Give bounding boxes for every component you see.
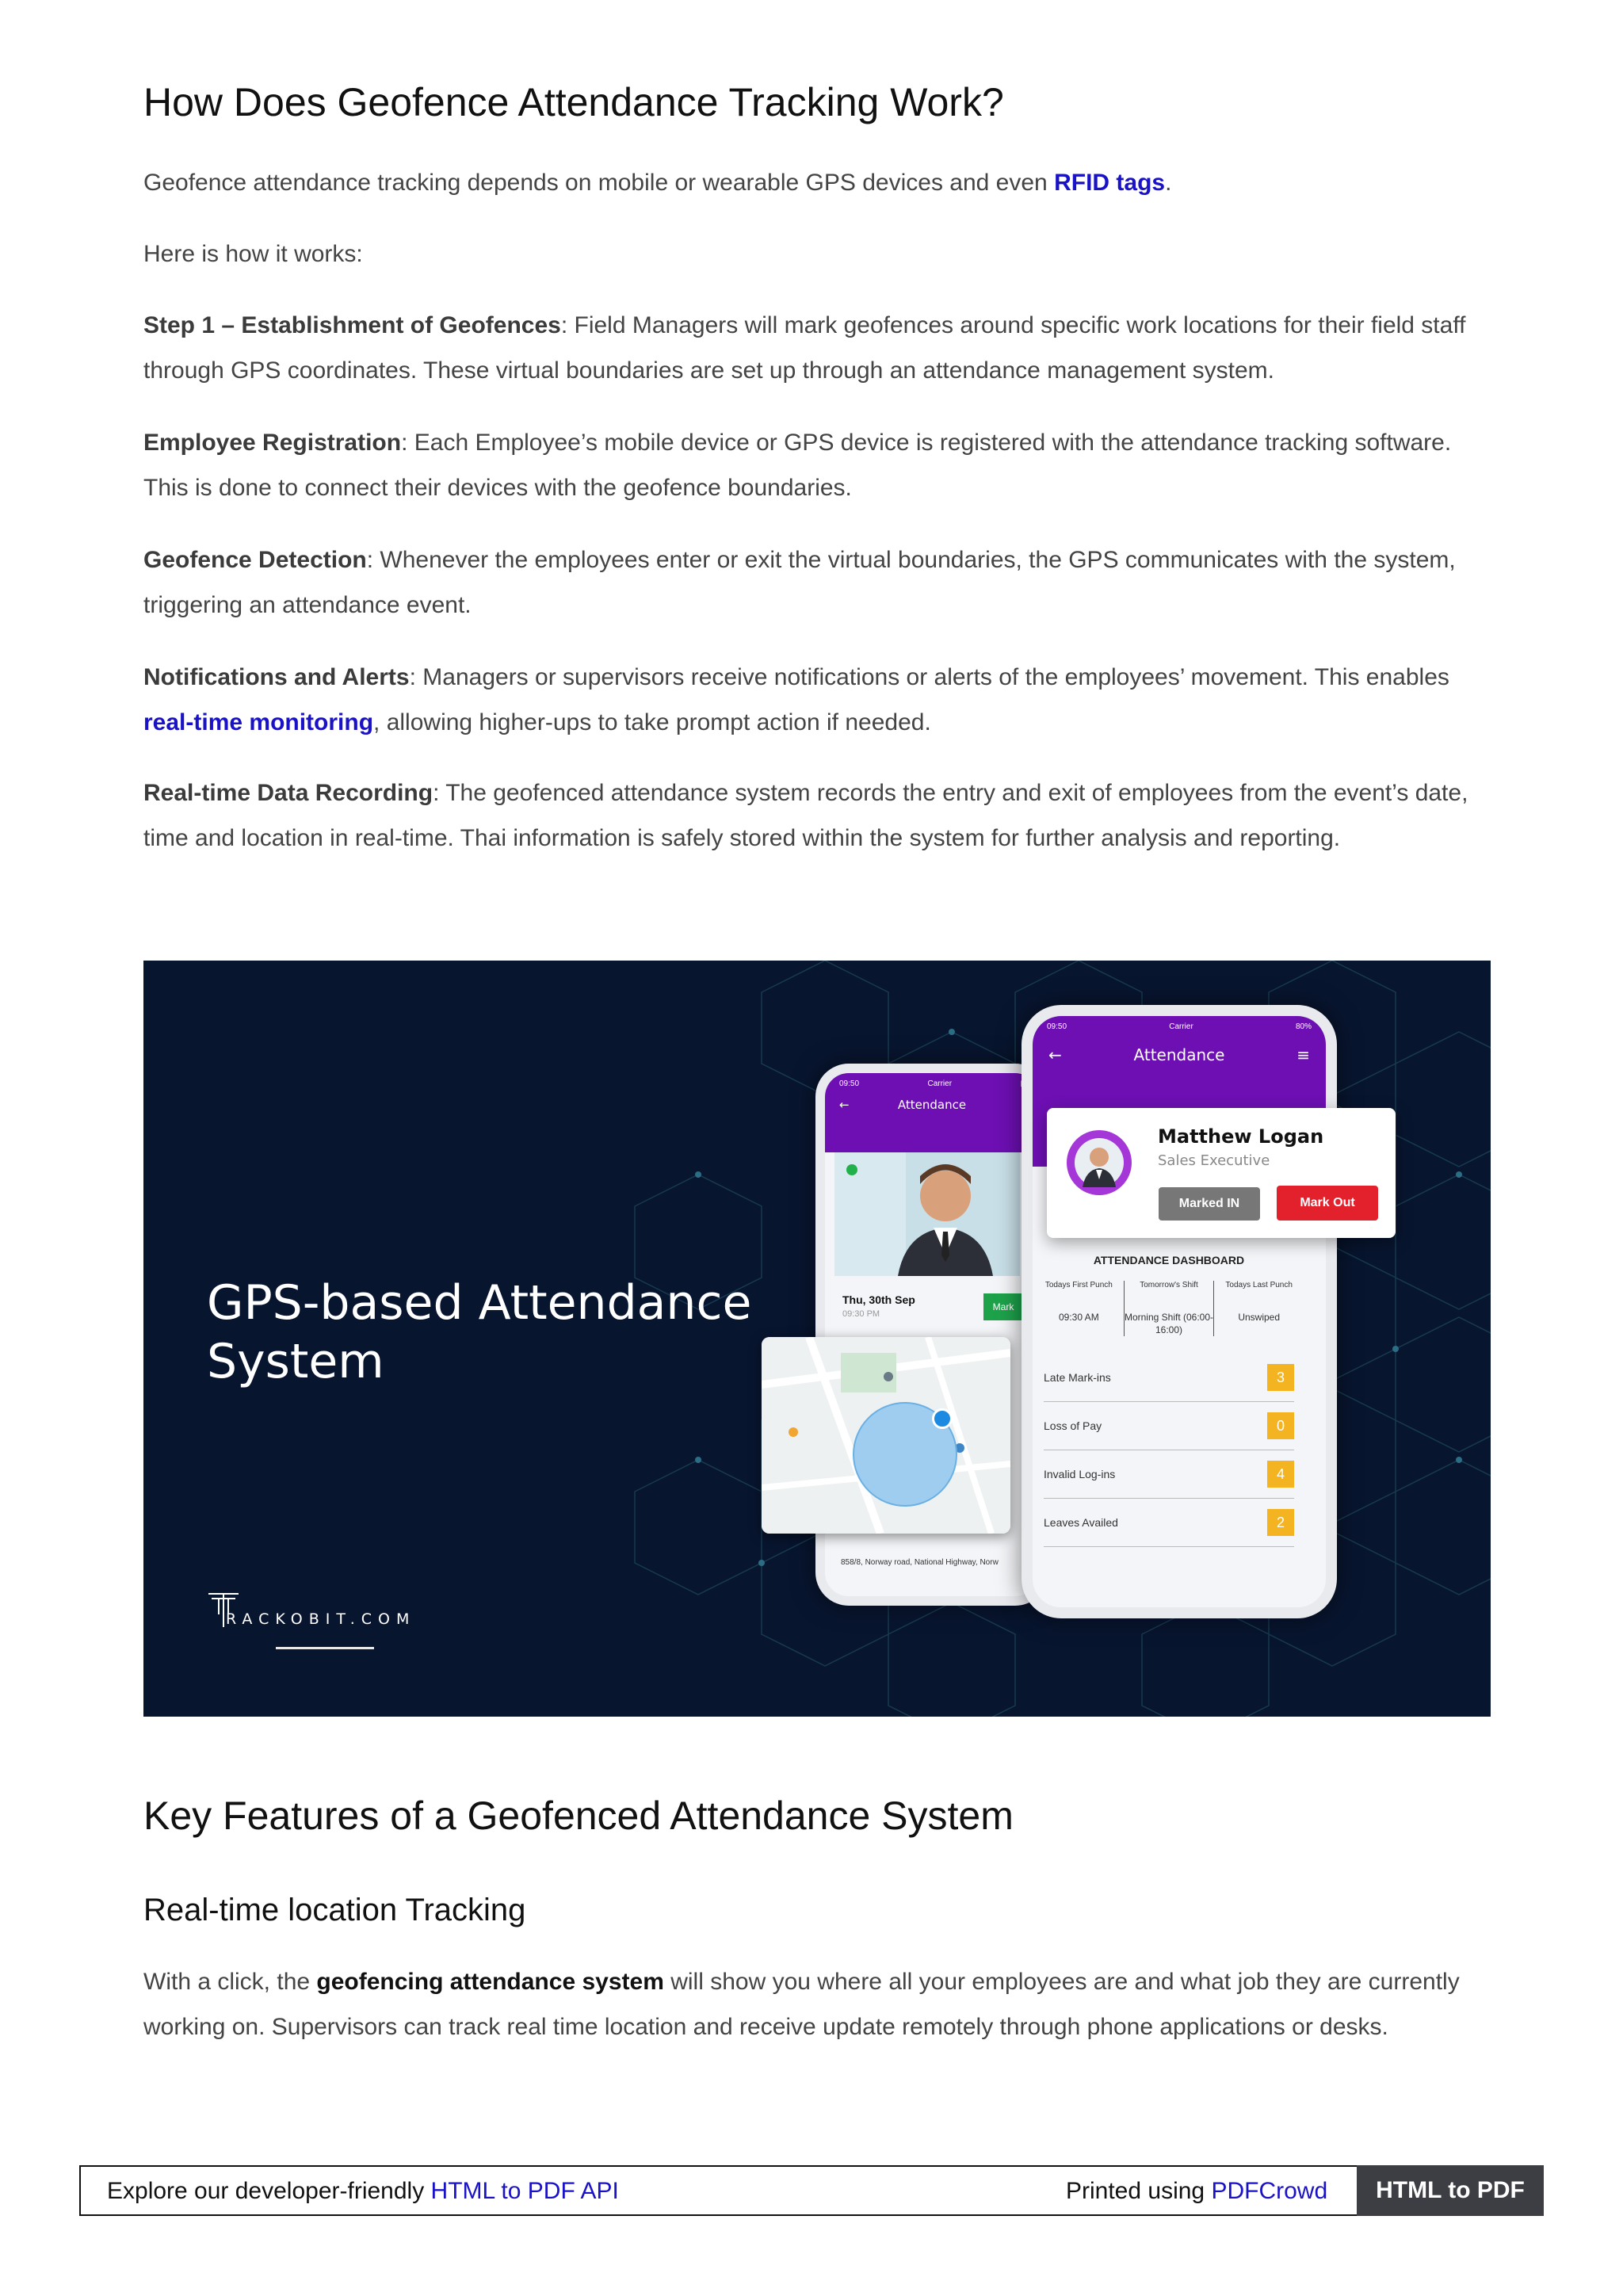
step-text: : Field Managers will mark geofences around specific work locations for their field staff through GPS coordinates. These virtual boundaries are set up through an attendance management system. xyxy=(143,312,1466,384)
step-title: Geofence Detection xyxy=(143,547,367,573)
mark-button[interactable]: Mark xyxy=(983,1293,1023,1320)
attendance-dashboard xyxy=(1034,1254,1304,1547)
row-count-badge: 2 xyxy=(1267,1509,1294,1536)
column-value: Unswiped xyxy=(1238,1312,1281,1323)
pdfcrowd-link[interactable]: PDFCrowd xyxy=(1211,2178,1328,2204)
back-screen-title: Attendance xyxy=(897,1098,967,1112)
footer-text: Printed using xyxy=(1066,2178,1212,2204)
status-time: 09:50 xyxy=(1047,1022,1067,1031)
row-count-badge: 4 xyxy=(1267,1461,1294,1488)
profile-card xyxy=(1047,1108,1396,1238)
front-screen-title: Attendance xyxy=(1133,1045,1225,1064)
step-text: : Managers or supervisors receive notifications or alerts of the employees’ movement. This enables xyxy=(409,664,1449,690)
employee-name: Matthew Logan xyxy=(1158,1125,1324,1148)
geofence-map xyxy=(762,1337,1010,1534)
step-paragraph xyxy=(143,770,1491,861)
footer-text: Explore our developer-friendly xyxy=(107,2178,431,2204)
feature-bold: geofencing attendance system xyxy=(316,1969,664,1995)
step-paragraph xyxy=(143,420,1491,510)
back-arrow-icon: ← xyxy=(1048,1045,1062,1064)
html-to-pdf-button[interactable]: HTML to PDF xyxy=(1357,2165,1544,2216)
step-paragraph xyxy=(143,655,1491,745)
column-label: Todays First Punch xyxy=(1044,1281,1113,1289)
step-title: Real-time Data Recording xyxy=(143,780,433,806)
column-value: Morning Shift (06:00-16:00) xyxy=(1124,1312,1214,1335)
menu-icon[interactable]: ≡ xyxy=(1296,1045,1310,1064)
step-text: : Each Employee’s mobile device or GPS device is registered with the attendance tracking software. This is done to connect their devices with the geofence boundaries. xyxy=(143,430,1452,501)
employee-photo-illustration xyxy=(834,1152,1020,1276)
marked-in-button[interactable]: Marked IN xyxy=(1159,1187,1260,1221)
pdfcrowd-footer xyxy=(79,2165,1544,2216)
html-to-pdf-api-link[interactable]: HTML to PDF API xyxy=(430,2178,619,2204)
step-title: Notifications and Alerts xyxy=(143,664,410,690)
mark-out-button[interactable]: Mark Out xyxy=(1277,1186,1378,1221)
location-pin-icon xyxy=(932,1408,953,1429)
row-count-badge: 3 xyxy=(1267,1364,1294,1391)
dashboard-column xyxy=(1214,1281,1304,1336)
feature-text: With a click, the xyxy=(143,1969,317,1995)
step-text: : Whenever the employees enter or exit the virtual boundaries, the GPS communicates with the system, triggering an attendance event. xyxy=(143,547,1456,618)
hero-image xyxy=(143,961,1491,1717)
dashboard-title: ATTENDANCE DASHBOARD xyxy=(1093,1254,1245,1266)
back-time: 09:30 PM xyxy=(842,1309,880,1319)
dashboard-column xyxy=(1034,1281,1125,1336)
back-address: 858/8, Norway road, National Highway, Norw xyxy=(841,1558,999,1567)
dashboard-row[interactable] xyxy=(1044,1402,1294,1450)
row-label: Late Mark-ins xyxy=(1044,1371,1111,1384)
status-battery: 80% xyxy=(1295,1022,1312,1031)
column-value: 09:30 AM xyxy=(1058,1312,1099,1323)
section-heading: Key Features of a Geofenced Attendance System xyxy=(143,1794,1014,1838)
dashboard-column xyxy=(1125,1281,1215,1336)
step-text: , allowing higher-ups to take prompt action if needed. xyxy=(373,709,931,735)
status-time: 09:50 xyxy=(839,1079,860,1088)
step-text: : The geofenced attendance system records the entry and exit of employees from the event’s date, time and location in real-time. Thai information is safely stored within the system for further analysis and reporting. xyxy=(143,780,1468,851)
step-title: Employee Registration xyxy=(143,430,402,456)
status-carrier: Carrier xyxy=(1169,1022,1193,1031)
employee-photo xyxy=(834,1152,1020,1276)
status-carrier: Carrier xyxy=(927,1079,953,1088)
intro-text: Geofence attendance tracking depends on mobile or wearable GPS devices and even xyxy=(143,170,1055,196)
avatar-illustration xyxy=(1075,1138,1124,1187)
back-date: Thu, 30th Sep xyxy=(842,1293,915,1306)
row-label: Invalid Log-ins xyxy=(1044,1468,1116,1480)
back-arrow-icon: ← xyxy=(839,1098,850,1112)
dashboard-row[interactable] xyxy=(1044,1499,1294,1547)
row-label: Leaves Availed xyxy=(1044,1516,1118,1529)
brand-name: RACKOBIT.COM xyxy=(226,1610,416,1628)
row-label: Loss of Pay xyxy=(1044,1419,1102,1432)
back-phone-header xyxy=(825,1073,1039,1152)
feature-paragraph xyxy=(143,1959,1491,2050)
employee-role: Sales Executive xyxy=(1158,1152,1270,1169)
rfid-tags-link[interactable]: RFID tags xyxy=(1054,170,1166,196)
row-count-badge: 0 xyxy=(1267,1412,1294,1439)
brand-underline xyxy=(276,1647,374,1649)
step-title: Step 1 – Establishment of Geofences xyxy=(143,312,561,338)
step-paragraph xyxy=(143,537,1491,628)
intro-end: . xyxy=(1165,170,1172,196)
feature-text: will show you where all your employees are and what job they are currently working on. Supervisors can track real time location and receive update remotely through phone applications or desks. xyxy=(143,1969,1460,2040)
intro-paragraph xyxy=(143,160,1171,205)
column-label: Tomorrow's Shift xyxy=(1140,1281,1198,1289)
subheading: Real-time location Tracking xyxy=(143,1893,526,1927)
how-it-works-text: Here is how it works: xyxy=(143,241,363,267)
hero-title: GPS-based Attendance System xyxy=(207,1275,752,1389)
column-label: Todays Last Punch xyxy=(1225,1281,1293,1289)
section-heading: How Does Geofence Attendance Tracking Work? xyxy=(143,80,1004,124)
dashboard-row[interactable] xyxy=(1044,1450,1294,1499)
step-paragraph xyxy=(143,303,1491,393)
dashboard-row[interactable] xyxy=(1044,1354,1294,1402)
real-time-monitoring-link[interactable]: real-time monitoring xyxy=(143,709,374,735)
avatar xyxy=(1067,1130,1132,1195)
